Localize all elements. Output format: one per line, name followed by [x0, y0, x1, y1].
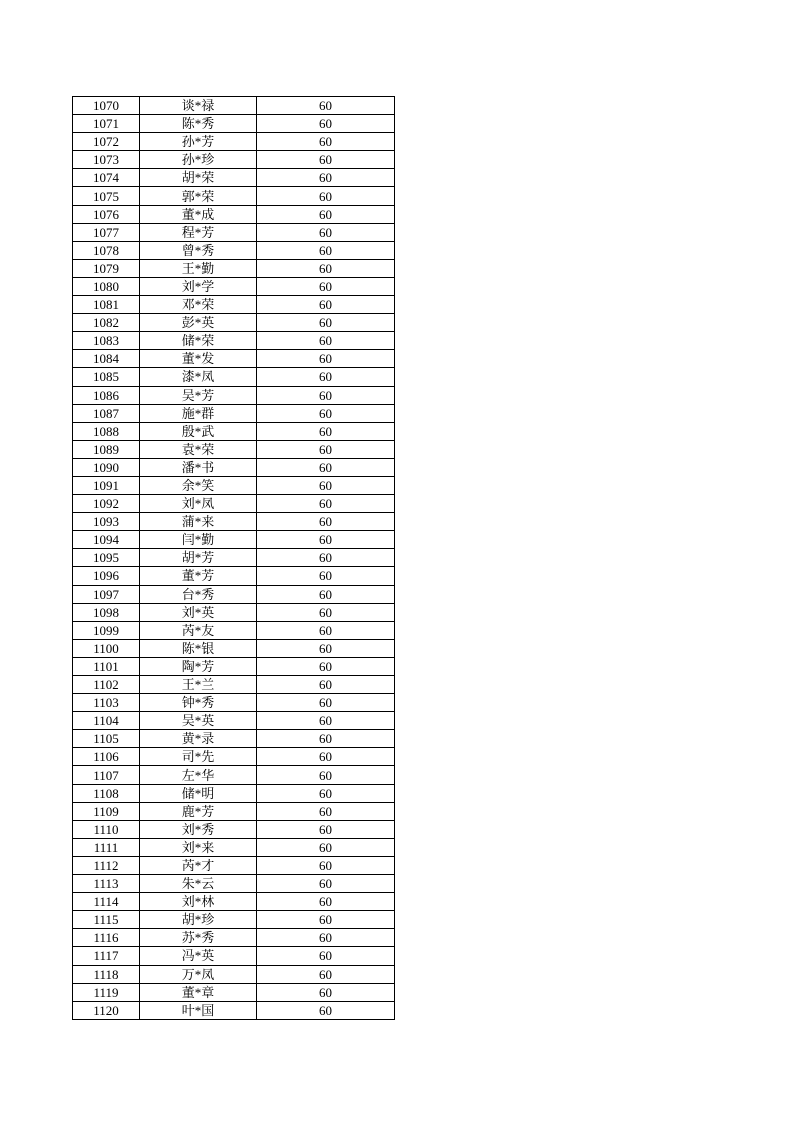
table-row: [73, 585, 395, 603]
table-row: [73, 350, 395, 368]
name-cell: 陈*银: [140, 639, 257, 657]
name-cell: 吴*英: [140, 712, 257, 730]
row-number-cell: 1093: [73, 513, 140, 531]
name-cell: 储*明: [140, 784, 257, 802]
amount-cell: 60: [257, 97, 395, 115]
name-cell: 司*先: [140, 748, 257, 766]
amount-cell: 60: [257, 784, 395, 802]
row-number-cell: 1076: [73, 205, 140, 223]
name-cell: 王*勤: [140, 259, 257, 277]
name-cell: 台*秀: [140, 585, 257, 603]
table-row: [73, 712, 395, 730]
row-number-cell: 1088: [73, 422, 140, 440]
amount-cell: 60: [257, 332, 395, 350]
table-row: [73, 621, 395, 639]
table-row: [73, 965, 395, 983]
row-number-cell: 1079: [73, 259, 140, 277]
name-cell: 陶*芳: [140, 657, 257, 675]
amount-cell: 60: [257, 694, 395, 712]
table-row: [73, 911, 395, 929]
amount-cell: 60: [257, 549, 395, 567]
amount-cell: 60: [257, 929, 395, 947]
row-number-cell: 1102: [73, 676, 140, 694]
amount-cell: 60: [257, 495, 395, 513]
amount-cell: 60: [257, 730, 395, 748]
name-cell: 黄*录: [140, 730, 257, 748]
table-row: [73, 567, 395, 585]
table-row: [73, 314, 395, 332]
table-row: [73, 947, 395, 965]
row-number-cell: 1096: [73, 567, 140, 585]
row-number-cell: 1077: [73, 223, 140, 241]
row-number-cell: 1099: [73, 621, 140, 639]
amount-cell: 60: [257, 513, 395, 531]
row-number-cell: 1089: [73, 440, 140, 458]
table-row: [73, 241, 395, 259]
name-cell: 邓*荣: [140, 296, 257, 314]
table-row: [73, 476, 395, 494]
row-number-cell: 1098: [73, 603, 140, 621]
amount-cell: 60: [257, 259, 395, 277]
row-number-cell: 1072: [73, 133, 140, 151]
row-number-cell: 1080: [73, 277, 140, 295]
amount-cell: 60: [257, 277, 395, 295]
row-number-cell: 1083: [73, 332, 140, 350]
amount-cell: 60: [257, 223, 395, 241]
amount-cell: 60: [257, 241, 395, 259]
name-cell: 刘*凤: [140, 495, 257, 513]
table-row: [73, 676, 395, 694]
table-row: [73, 205, 395, 223]
amount-cell: 60: [257, 893, 395, 911]
row-number-cell: 1115: [73, 911, 140, 929]
name-cell: 施*群: [140, 404, 257, 422]
amount-cell: 60: [257, 639, 395, 657]
amount-cell: 60: [257, 440, 395, 458]
name-cell: 叶*国: [140, 1001, 257, 1019]
name-cell: 储*荣: [140, 332, 257, 350]
row-number-cell: 1082: [73, 314, 140, 332]
table-row: [73, 386, 395, 404]
table-row: [73, 368, 395, 386]
amount-cell: 60: [257, 712, 395, 730]
amount-cell: 60: [257, 965, 395, 983]
row-number-cell: 1074: [73, 169, 140, 187]
amount-cell: 60: [257, 567, 395, 585]
table-row: [73, 169, 395, 187]
table-row: [73, 495, 395, 513]
name-cell: 曾*秀: [140, 241, 257, 259]
name-cell: 冯*英: [140, 947, 257, 965]
row-number-cell: 1086: [73, 386, 140, 404]
table-row: [73, 639, 395, 657]
table-row: [73, 983, 395, 1001]
table-row: [73, 875, 395, 893]
name-cell: 钟*秀: [140, 694, 257, 712]
name-cell: 苏*秀: [140, 929, 257, 947]
amount-cell: 60: [257, 766, 395, 784]
name-cell: 殷*武: [140, 422, 257, 440]
amount-cell: 60: [257, 368, 395, 386]
amount-cell: 60: [257, 531, 395, 549]
amount-cell: 60: [257, 205, 395, 223]
table-row: [73, 332, 395, 350]
table-row: [73, 802, 395, 820]
amount-cell: 60: [257, 386, 395, 404]
table-row: [73, 151, 395, 169]
table-row: [73, 133, 395, 151]
row-number-cell: 1118: [73, 965, 140, 983]
amount-cell: 60: [257, 838, 395, 856]
name-cell: 潘*书: [140, 458, 257, 476]
name-cell: 左*华: [140, 766, 257, 784]
amount-cell: 60: [257, 476, 395, 494]
row-number-cell: 1085: [73, 368, 140, 386]
name-cell: 刘*来: [140, 838, 257, 856]
row-number-cell: 1084: [73, 350, 140, 368]
name-cell: 胡*荣: [140, 169, 257, 187]
row-number-cell: 1075: [73, 187, 140, 205]
name-cell: 万*凤: [140, 965, 257, 983]
name-cell: 彭*英: [140, 314, 257, 332]
amount-cell: 60: [257, 983, 395, 1001]
table-row: [73, 115, 395, 133]
table-row: [73, 296, 395, 314]
name-cell: 刘*林: [140, 893, 257, 911]
name-cell: 刘*学: [140, 277, 257, 295]
table-row: [73, 223, 395, 241]
amount-cell: 60: [257, 603, 395, 621]
row-number-cell: 1119: [73, 983, 140, 1001]
row-number-cell: 1120: [73, 1001, 140, 1019]
table-row: [73, 766, 395, 784]
table-row: [73, 838, 395, 856]
row-number-cell: 1109: [73, 802, 140, 820]
row-number-cell: 1070: [73, 97, 140, 115]
name-cell: 孙*芳: [140, 133, 257, 151]
name-cell: 胡*珍: [140, 911, 257, 929]
row-number-cell: 1087: [73, 404, 140, 422]
row-number-cell: 1107: [73, 766, 140, 784]
name-cell: 刘*英: [140, 603, 257, 621]
amount-cell: 60: [257, 1001, 395, 1019]
row-number-cell: 1116: [73, 929, 140, 947]
name-cell: 董*发: [140, 350, 257, 368]
amount-cell: 60: [257, 947, 395, 965]
name-cell: 董*成: [140, 205, 257, 223]
row-number-cell: 1105: [73, 730, 140, 748]
table-row: [73, 856, 395, 874]
roster-table-body: [73, 97, 395, 1020]
table-row: [73, 458, 395, 476]
row-number-cell: 1091: [73, 476, 140, 494]
table-row: [73, 730, 395, 748]
table-row: [73, 549, 395, 567]
row-number-cell: 1100: [73, 639, 140, 657]
row-number-cell: 1114: [73, 893, 140, 911]
row-number-cell: 1112: [73, 856, 140, 874]
amount-cell: 60: [257, 296, 395, 314]
row-number-cell: 1071: [73, 115, 140, 133]
table-row: [73, 259, 395, 277]
amount-cell: 60: [257, 802, 395, 820]
row-number-cell: 1073: [73, 151, 140, 169]
name-cell: 鹿*芳: [140, 802, 257, 820]
amount-cell: 60: [257, 748, 395, 766]
table-row: [73, 1001, 395, 1019]
row-number-cell: 1104: [73, 712, 140, 730]
name-cell: 谈*禄: [140, 97, 257, 115]
amount-cell: 60: [257, 422, 395, 440]
amount-cell: 60: [257, 820, 395, 838]
name-cell: 吴*芳: [140, 386, 257, 404]
name-cell: 蒲*来: [140, 513, 257, 531]
amount-cell: 60: [257, 133, 395, 151]
table-row: [73, 513, 395, 531]
roster-sheet: [72, 96, 395, 1020]
name-cell: 朱*云: [140, 875, 257, 893]
amount-cell: 60: [257, 856, 395, 874]
amount-cell: 60: [257, 585, 395, 603]
roster-table: [72, 96, 395, 1020]
table-row: [73, 422, 395, 440]
row-number-cell: 1078: [73, 241, 140, 259]
row-number-cell: 1106: [73, 748, 140, 766]
name-cell: 刘*秀: [140, 820, 257, 838]
row-number-cell: 1113: [73, 875, 140, 893]
amount-cell: 60: [257, 169, 395, 187]
amount-cell: 60: [257, 676, 395, 694]
amount-cell: 60: [257, 911, 395, 929]
row-number-cell: 1090: [73, 458, 140, 476]
row-number-cell: 1094: [73, 531, 140, 549]
table-row: [73, 694, 395, 712]
amount-cell: 60: [257, 404, 395, 422]
row-number-cell: 1092: [73, 495, 140, 513]
row-number-cell: 1081: [73, 296, 140, 314]
amount-cell: 60: [257, 350, 395, 368]
amount-cell: 60: [257, 187, 395, 205]
row-number-cell: 1108: [73, 784, 140, 802]
name-cell: 漆*凤: [140, 368, 257, 386]
row-number-cell: 1103: [73, 694, 140, 712]
table-row: [73, 404, 395, 422]
amount-cell: 60: [257, 314, 395, 332]
row-number-cell: 1095: [73, 549, 140, 567]
amount-cell: 60: [257, 115, 395, 133]
amount-cell: 60: [257, 657, 395, 675]
table-row: [73, 531, 395, 549]
row-number-cell: 1101: [73, 657, 140, 675]
table-row: [73, 893, 395, 911]
name-cell: 闫*勤: [140, 531, 257, 549]
table-row: [73, 603, 395, 621]
name-cell: 程*芳: [140, 223, 257, 241]
table-row: [73, 657, 395, 675]
table-row: [73, 440, 395, 458]
name-cell: 芮*才: [140, 856, 257, 874]
name-cell: 郭*荣: [140, 187, 257, 205]
row-number-cell: 1117: [73, 947, 140, 965]
name-cell: 袁*荣: [140, 440, 257, 458]
table-row: [73, 820, 395, 838]
table-row: [73, 784, 395, 802]
name-cell: 王*兰: [140, 676, 257, 694]
row-number-cell: 1111: [73, 838, 140, 856]
name-cell: 董*芳: [140, 567, 257, 585]
name-cell: 余*笑: [140, 476, 257, 494]
table-row: [73, 277, 395, 295]
name-cell: 胡*芳: [140, 549, 257, 567]
table-row: [73, 929, 395, 947]
row-number-cell: 1110: [73, 820, 140, 838]
row-number-cell: 1097: [73, 585, 140, 603]
table-row: [73, 97, 395, 115]
name-cell: 董*章: [140, 983, 257, 1001]
name-cell: 芮*友: [140, 621, 257, 639]
name-cell: 陈*秀: [140, 115, 257, 133]
amount-cell: 60: [257, 621, 395, 639]
amount-cell: 60: [257, 151, 395, 169]
name-cell: 孙*珍: [140, 151, 257, 169]
amount-cell: 60: [257, 875, 395, 893]
table-row: [73, 187, 395, 205]
amount-cell: 60: [257, 458, 395, 476]
table-row: [73, 748, 395, 766]
